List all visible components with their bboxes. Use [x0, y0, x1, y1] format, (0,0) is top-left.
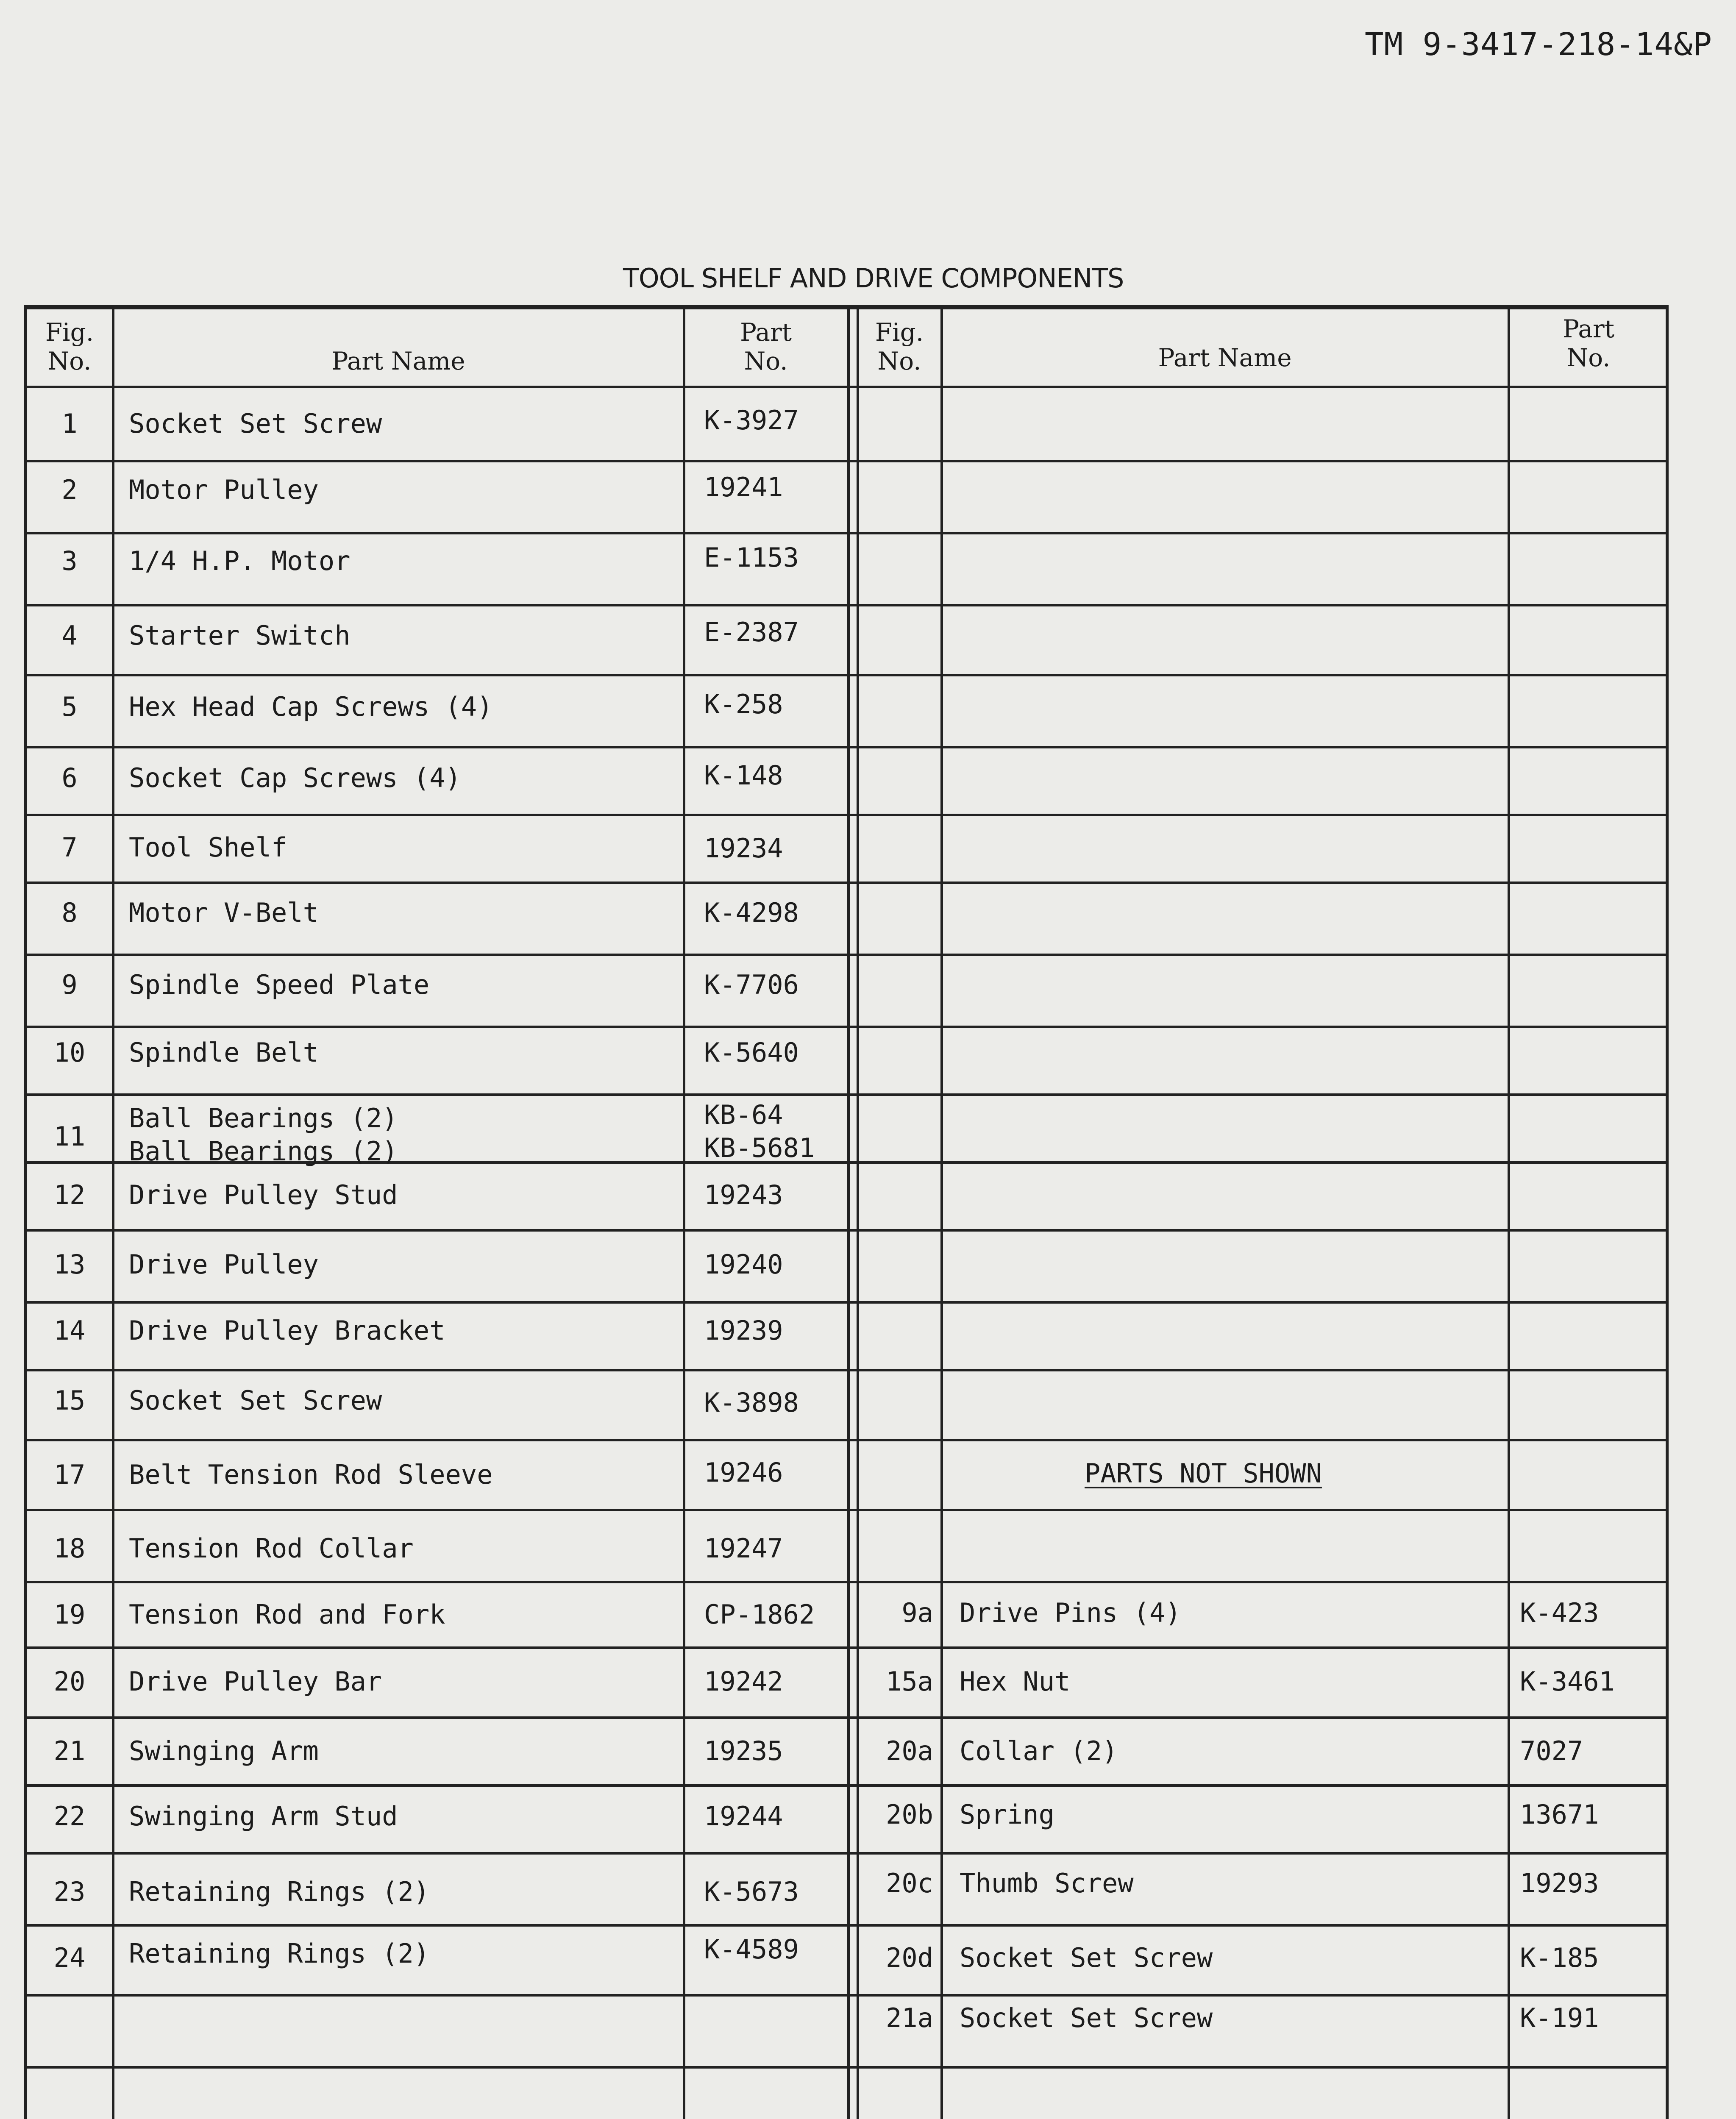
row-part-name-right: Socket Set Screw — [960, 1942, 1213, 1973]
row-divider — [27, 1509, 1666, 1511]
row-divider — [27, 674, 1666, 676]
row-part-name: Spindle Belt — [129, 1037, 319, 1068]
row-part-name: Spindle Speed Plate — [129, 969, 430, 1000]
row-fig: 11 — [53, 1121, 86, 1152]
row-divider — [27, 1229, 1666, 1232]
row-fig: 9 — [61, 969, 78, 1000]
row-part-name: Socket Cap Screws (4) — [129, 762, 461, 793]
row-part-no-right: K-191 — [1520, 2002, 1599, 2033]
row-part-name: Motor Pulley — [129, 474, 319, 505]
row-fig-right: 20d — [886, 1942, 933, 1973]
row-part-no-right: 7027 — [1520, 1735, 1583, 1766]
row-fig: 2 — [61, 474, 78, 505]
row-part-no: K-3898 — [704, 1387, 799, 1418]
row-fig: 19 — [53, 1599, 86, 1630]
row-divider — [27, 1581, 1666, 1583]
row-fig-right: 21a — [886, 2002, 933, 2033]
row-divider — [27, 2066, 1666, 2069]
row-fig: 20 — [53, 1666, 86, 1697]
row-divider — [27, 1093, 1666, 1096]
row-part-name: Motor V-Belt — [129, 897, 319, 928]
row-part-no: K-4298 — [704, 897, 799, 928]
row-part-no: K-4589 — [704, 1934, 799, 1965]
row-part-no: KB-64 KB-5681 — [704, 1099, 815, 1163]
row-part-name: Swinging Arm — [129, 1735, 319, 1766]
row-fig-right: 20c — [886, 1868, 933, 1899]
row-part-name: Tool Shelf — [129, 832, 287, 863]
row-fig: 12 — [53, 1179, 86, 1210]
row-divider — [27, 746, 1666, 748]
col-divider — [1508, 309, 1510, 2119]
row-part-no-right: 19293 — [1520, 1868, 1599, 1899]
row-part-name-right: Hex Nut — [960, 1666, 1071, 1697]
row-divider — [27, 1026, 1666, 1028]
col-divider — [857, 309, 859, 2119]
row-part-name: Ball Bearings (2) Ball Bearings (2) — [129, 1103, 398, 1167]
col-divider — [112, 309, 114, 2119]
row-fig: 6 — [61, 762, 78, 793]
header-fig-no-right: Fig. No. — [875, 318, 924, 375]
row-fig-right: 9a — [901, 1597, 933, 1628]
row-divider — [27, 1784, 1666, 1787]
row-part-name-right: Spring — [960, 1799, 1054, 1830]
row-part-no-right: K-3461 — [1520, 1666, 1615, 1697]
row-divider — [27, 1301, 1666, 1304]
row-part-name: Tension Rod and Fork — [129, 1599, 445, 1630]
row-divider — [27, 1994, 1666, 1997]
row-part-no: 19243 — [704, 1179, 783, 1210]
row-divider — [27, 1716, 1666, 1719]
row-part-name: Tension Rod Collar — [129, 1533, 414, 1564]
row-part-no: 19240 — [704, 1249, 783, 1280]
row-part-no-right: 13671 — [1520, 1799, 1599, 1830]
row-part-name: Socket Set Screw — [129, 408, 382, 439]
tm-number: TM 9-3417-218-14&P — [1365, 26, 1712, 63]
row-part-no: K-5673 — [704, 1876, 799, 1907]
row-part-no: K-3927 — [704, 405, 799, 436]
row-divider — [27, 814, 1666, 816]
row-part-no: K-148 — [704, 760, 783, 791]
header-part-name: Part Name — [331, 347, 465, 375]
row-part-name: Belt Tension Rod Sleeve — [129, 1459, 493, 1490]
row-part-no: 19242 — [704, 1666, 783, 1697]
parts-table — [24, 305, 1669, 2119]
row-divider — [27, 1369, 1666, 1371]
row-part-name: Swinging Arm Stud — [129, 1801, 398, 1832]
row-fig: 22 — [53, 1801, 86, 1832]
row-part-no: 19235 — [704, 1735, 783, 1766]
row-fig: 24 — [53, 1942, 86, 1973]
row-fig: 1 — [61, 408, 78, 439]
row-fig: 18 — [53, 1533, 86, 1564]
row-part-no: K-5640 — [704, 1037, 799, 1068]
row-part-name-right: Thumb Screw — [960, 1868, 1134, 1899]
row-part-name: Starter Switch — [129, 620, 351, 651]
header-fig-no: Fig. No. — [45, 318, 94, 375]
row-divider — [27, 882, 1666, 884]
row-part-name-right: Drive Pins (4) — [960, 1597, 1181, 1628]
row-fig: 15 — [53, 1385, 86, 1416]
row-fig-right: 20b — [886, 1799, 933, 1830]
row-part-no: 19241 — [704, 472, 783, 503]
row-fig: 21 — [53, 1735, 86, 1766]
row-part-name: Retaining Rings (2) — [129, 1938, 430, 1969]
row-divider — [27, 604, 1666, 606]
row-fig: 5 — [61, 691, 78, 722]
row-part-no: 19246 — [704, 1457, 783, 1488]
row-fig: 7 — [61, 832, 78, 863]
row-divider — [27, 532, 1666, 534]
row-part-name-right: Socket Set Screw — [960, 2002, 1213, 2033]
col-divider — [683, 309, 685, 2119]
row-fig: 4 — [61, 620, 78, 651]
row-divider — [27, 1646, 1666, 1649]
header-part-name-right: Part Name — [1158, 343, 1292, 372]
row-fig: 10 — [53, 1037, 86, 1068]
row-fig: 17 — [53, 1459, 86, 1490]
row-part-no-right: K-185 — [1520, 1942, 1599, 1973]
table-title: TOOL SHELF AND DRIVE COMPONENTS — [623, 263, 1124, 294]
row-part-no: 19244 — [704, 1801, 783, 1832]
row-part-no: K-258 — [704, 689, 783, 720]
row-divider — [27, 460, 1666, 462]
row-part-name-right: Collar (2) — [960, 1735, 1118, 1766]
row-fig: 3 — [61, 545, 78, 576]
row-part-name: 1/4 H.P. Motor — [129, 545, 351, 576]
row-part-name: Hex Head Cap Screws (4) — [129, 691, 493, 722]
row-part-no: 19234 — [704, 833, 783, 864]
parts-not-shown-label: PARTS NOT SHOWN — [1085, 1458, 1322, 1489]
row-part-no: E-2387 — [704, 617, 799, 648]
row-part-no: CP-1862 — [704, 1599, 815, 1630]
row-divider — [27, 1852, 1666, 1855]
row-part-no: 19247 — [704, 1533, 783, 1564]
col-divider — [940, 309, 943, 2119]
row-fig: 13 — [53, 1249, 86, 1280]
row-fig: 23 — [53, 1876, 86, 1907]
row-divider — [27, 1439, 1666, 1441]
header-part-no: Part No. — [740, 318, 792, 375]
col-divider — [847, 309, 850, 2119]
row-part-no: K-7706 — [704, 969, 799, 1000]
row-part-name: Drive Pulley Stud — [129, 1179, 398, 1210]
row-part-no: 19239 — [704, 1315, 783, 1346]
row-part-no: E-1153 — [704, 542, 799, 573]
row-divider — [27, 386, 1666, 388]
row-divider — [27, 954, 1666, 956]
row-part-name: Drive Pulley — [129, 1249, 319, 1280]
row-fig: 14 — [53, 1315, 86, 1346]
row-fig-right: 20a — [886, 1735, 933, 1766]
row-fig-right: 15a — [886, 1666, 933, 1697]
row-part-name: Retaining Rings (2) — [129, 1876, 430, 1907]
row-part-name: Socket Set Screw — [129, 1385, 382, 1416]
row-part-name: Drive Pulley Bar — [129, 1666, 382, 1697]
row-part-no-right: K-423 — [1520, 1597, 1599, 1628]
row-fig: 8 — [61, 897, 78, 928]
header-part-no-right: Part No. — [1562, 314, 1615, 372]
row-divider — [27, 1924, 1666, 1927]
row-part-name: Drive Pulley Bracket — [129, 1315, 445, 1346]
